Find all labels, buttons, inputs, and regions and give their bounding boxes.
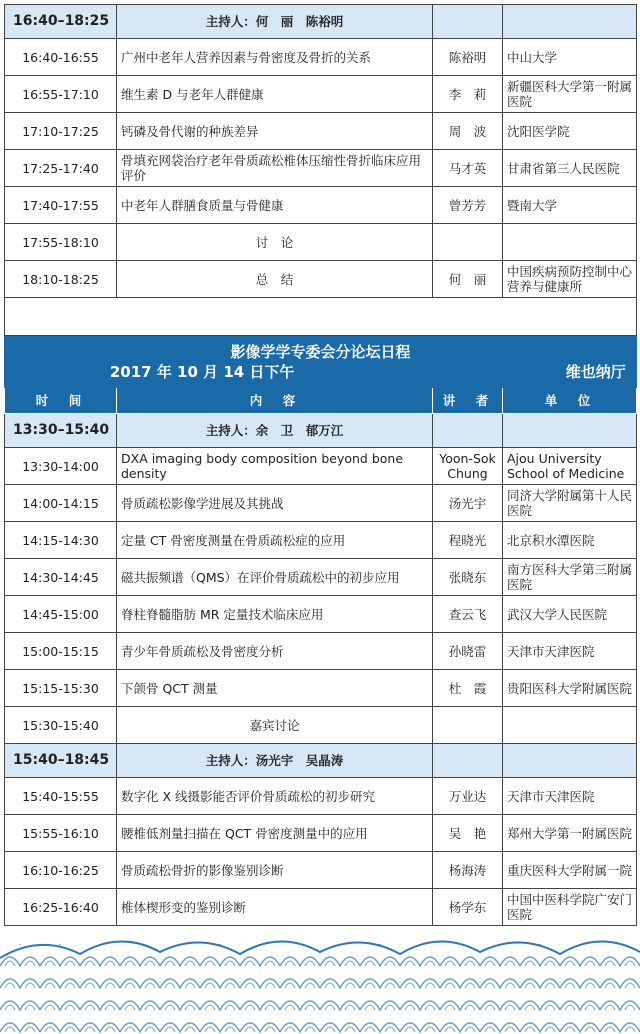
table-row	[5, 744, 637, 778]
talk-speaker: 程晓光	[433, 522, 503, 559]
talk-speaker: 孙晓雷	[433, 633, 503, 670]
session-host: 主持人：汤光宇 吴晶涛	[117, 744, 433, 778]
talk-time: 15:40-15:55	[5, 778, 117, 815]
talk-unit: 贵阳医科大学附属医院	[503, 670, 637, 707]
table-row	[5, 852, 637, 889]
talk-speaker: Yoon-Sok Chung	[433, 448, 503, 485]
table-row	[5, 336, 637, 388]
table-row	[5, 261, 637, 298]
table-row	[5, 815, 637, 852]
column-header-speaker: 讲 者	[433, 388, 503, 414]
talk-time: 17:10-17:25	[5, 113, 117, 150]
table-row	[5, 298, 637, 336]
talk-time: 14:45-15:00	[5, 596, 117, 633]
discussion-label: 讨 论	[117, 224, 433, 261]
table-row	[5, 224, 637, 261]
forum-header	[5, 336, 637, 388]
talk-topic: 骨质疏松骨折的影像鉴别诊断	[117, 852, 433, 889]
session-time: 13:30–15:40	[5, 414, 117, 448]
talk-unit: Ajou University School of Medicine	[503, 448, 637, 485]
table-row	[5, 414, 637, 448]
table-row	[5, 559, 637, 596]
talk-speaker: 曾芳芳	[433, 187, 503, 224]
talk-time: 14:30-14:45	[5, 559, 117, 596]
table-row	[5, 388, 637, 414]
talk-time: 14:00-14:15	[5, 485, 117, 522]
talk-speaker: 杨学东	[433, 889, 503, 926]
talk-time: 16:10-16:25	[5, 852, 117, 889]
talk-time: 15:00-15:15	[5, 633, 117, 670]
talk-unit: 重庆医科大学附属一院	[503, 852, 637, 889]
talk-unit: 中山大学	[503, 39, 637, 76]
talk-topic: 维生素 D 与老年人群健康	[117, 76, 433, 113]
talk-unit: 甘肃省第三人民医院	[503, 150, 637, 187]
schedule-body	[5, 5, 637, 926]
session-host: 主持人：余 卫 郁万江	[117, 414, 433, 448]
session-time: 15:40–18:45	[5, 744, 117, 778]
talk-topic: 数字化 X 线摄影能否评价骨质疏松的初步研究	[117, 778, 433, 815]
table-row	[5, 150, 637, 187]
table-row	[5, 187, 637, 224]
table-row	[5, 39, 637, 76]
forum-venue: 维也纳厅	[565, 362, 626, 381]
talk-speaker: 万业达	[433, 778, 503, 815]
talk-time: 13:30-14:00	[5, 448, 117, 485]
talk-unit: 同济大学附属第十人民医院	[503, 485, 637, 522]
summary-label: 总 结	[117, 261, 433, 298]
table-row	[5, 633, 637, 670]
column-header-time: 时 间	[5, 388, 117, 414]
table-row	[5, 889, 637, 926]
column-header-content: 内 容	[117, 388, 433, 414]
discussion-time: 17:55-18:10	[5, 224, 117, 261]
talk-time: 17:40-17:55	[5, 187, 117, 224]
discussion-time: 15:30-15:40	[5, 707, 117, 744]
talk-speaker: 马才英	[433, 150, 503, 187]
talk-unit: 天津市天津医院	[503, 633, 637, 670]
talk-unit: 北京积水潭医院	[503, 522, 637, 559]
talk-time: 15:15-15:30	[5, 670, 117, 707]
talk-speaker: 查云飞	[433, 596, 503, 633]
talk-topic: 骨质疏松影像学进展及其挑战	[117, 485, 433, 522]
forum-title: 影像学学专委会分论坛日程	[230, 342, 411, 361]
talk-unit: 天津市天津医院	[503, 778, 637, 815]
table-row	[5, 485, 637, 522]
table-row	[5, 76, 637, 113]
summary-speaker: 何 丽	[433, 261, 503, 298]
talk-topic: 脊柱脊髓脂肪 MR 定量技术临床应用	[117, 596, 433, 633]
summary-time: 18:10-18:25	[5, 261, 117, 298]
empty-cell	[503, 224, 637, 261]
talk-unit: 暨南大学	[503, 187, 637, 224]
schedule-table	[4, 4, 637, 926]
talk-speaker: 陈裕明	[433, 39, 503, 76]
empty-cell	[433, 707, 503, 744]
table-row	[5, 778, 637, 815]
table-row	[5, 707, 637, 744]
talk-time: 15:55-16:10	[5, 815, 117, 852]
talk-time: 16:25-16:40	[5, 889, 117, 926]
empty-cell	[503, 707, 637, 744]
blank-cell	[5, 298, 637, 336]
talk-topic: DXA imaging body composition beyond bone density	[117, 448, 433, 485]
column-header-unit: 单 位	[503, 388, 637, 414]
talk-unit: 郑州大学第一附属医院	[503, 815, 637, 852]
forum-date: 2017 年 10 月 14 日下午	[109, 362, 295, 381]
talk-topic: 定量 CT 骨密度测量在骨质疏松症的应用	[117, 522, 433, 559]
talk-time: 16:40-16:55	[5, 39, 117, 76]
talk-time: 17:25-17:40	[5, 150, 117, 187]
talk-topic: 椎体楔形变的鉴别诊断	[117, 889, 433, 926]
table-row	[5, 448, 637, 485]
session-host: 主持人：何 丽 陈裕明	[117, 5, 433, 39]
talk-topic: 腰椎低剂量扫描在 QCT 骨密度测量中的应用	[117, 815, 433, 852]
talk-topic: 骨填充网袋治疗老年骨质疏松椎体压缩性骨折临床应用评价	[117, 150, 433, 187]
discussion-label: 嘉宾讨论	[117, 707, 433, 744]
wave-decoration	[0, 924, 640, 1034]
talk-unit: 沈阳医学院	[503, 113, 637, 150]
talk-speaker: 张晓东	[433, 559, 503, 596]
talk-speaker: 杜 霞	[433, 670, 503, 707]
session-time: 16:40–18:25	[5, 5, 117, 39]
talk-speaker: 杨海涛	[433, 852, 503, 889]
talk-speaker: 吴 艳	[433, 815, 503, 852]
empty-cell	[503, 414, 637, 448]
session-header-row	[5, 5, 637, 39]
talk-topic: 广州中老年人营养因素与骨密度及骨折的关系	[117, 39, 433, 76]
talk-topic: 中老年人群膳食质量与骨健康	[117, 187, 433, 224]
table-row	[5, 670, 637, 707]
talk-topic: 钙磷及骨代谢的种族差异	[117, 113, 433, 150]
table-row	[5, 596, 637, 633]
empty-cell	[433, 224, 503, 261]
talk-speaker: 李 莉	[433, 76, 503, 113]
talk-speaker: 周 波	[433, 113, 503, 150]
empty-cell	[433, 414, 503, 448]
talk-topic: 下颌骨 QCT 测量	[117, 670, 433, 707]
summary-unit: 中国疾病预防控制中心营养与健康所	[503, 261, 637, 298]
table-row	[5, 113, 637, 150]
empty-cell	[503, 744, 637, 778]
talk-unit: 南方医科大学第三附属医院	[503, 559, 637, 596]
talk-time: 16:55-17:10	[5, 76, 117, 113]
empty-cell	[433, 744, 503, 778]
talk-speaker: 汤光宇	[433, 485, 503, 522]
talk-unit: 新疆医科大学第一附属医院	[503, 76, 637, 113]
talk-unit: 武汉大学人民医院	[503, 596, 637, 633]
talk-unit: 中国中医科学院广安门医院	[503, 889, 637, 926]
talk-topic: 青少年骨质疏松及骨密度分析	[117, 633, 433, 670]
talk-time: 14:15-14:30	[5, 522, 117, 559]
table-row	[5, 522, 637, 559]
talk-topic: 磁共振频谱（QMS）在评价骨质疏松中的初步应用	[117, 559, 433, 596]
